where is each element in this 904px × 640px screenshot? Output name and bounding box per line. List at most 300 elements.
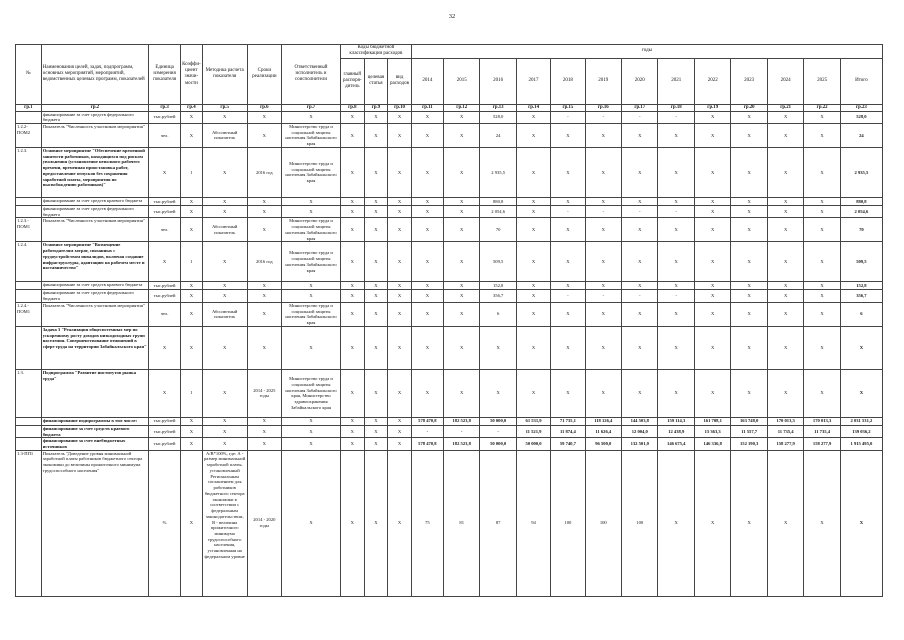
row-number-cell [16, 197, 42, 205]
table-cell: X [247, 111, 281, 123]
table-cell: X [551, 197, 585, 205]
table-cell: X [202, 242, 247, 282]
table-cell: X [804, 123, 840, 147]
table-cell: X [364, 425, 388, 437]
table-cell: X [411, 197, 443, 205]
table-cell: X [731, 147, 767, 197]
table-cell: X [658, 218, 694, 242]
table-cell: 70 [480, 218, 516, 242]
row-number-cell [16, 438, 42, 450]
table-cell: X [551, 218, 585, 242]
table-cell: тыс.рублей [149, 111, 181, 123]
table-cell: X [202, 147, 247, 197]
table-cell: X [341, 369, 365, 417]
table-cell: X [247, 326, 281, 369]
table-cell: тыс.рублей [149, 425, 181, 437]
table-row [16, 218, 883, 242]
table-cell: тыс.рублей [149, 197, 181, 205]
column-number-cell: гр.17 [622, 104, 658, 111]
table-cell: X [694, 123, 730, 147]
table-cell: X [341, 290, 365, 302]
table-cell: 578 470,8 [411, 438, 443, 450]
table-cell: 11 521,9 [516, 425, 550, 437]
table-cell: X [443, 302, 479, 326]
table-cell: % [149, 450, 181, 596]
table-cell: X [767, 111, 803, 123]
table-cell: X [411, 302, 443, 326]
table-cell: X [247, 282, 281, 290]
table-cell: X [341, 123, 365, 147]
row-number-cell: 1.3-ПП1 [16, 450, 42, 596]
table-cell: X [282, 205, 341, 217]
table-cell: тыс.рублей [149, 205, 181, 217]
table-cell: X [658, 326, 694, 369]
table-cell: X [480, 369, 516, 417]
table-cell: X [202, 417, 247, 425]
table-cell: X [443, 369, 479, 417]
table-cell: 100 [551, 450, 585, 596]
table-cell: X [364, 290, 388, 302]
table-cell: X [388, 147, 412, 197]
table-cell: 94 [516, 450, 550, 596]
row-label-cell: финансирование за счет средств федерального бюджета [41, 205, 148, 217]
col-num-header: № [16, 45, 42, 105]
table-cell: X [364, 282, 388, 290]
table-cell: X [247, 438, 281, 450]
table-cell: - [585, 290, 621, 302]
row-label-cell: финансирование за счет средств краевого бюджета [41, 197, 148, 205]
column-number-cell: гр.11 [411, 104, 443, 111]
table-cell: X [247, 302, 281, 326]
table-cell: X [411, 111, 443, 123]
table-cell: X [516, 147, 550, 197]
column-number-cell: гр.15 [551, 104, 585, 111]
table-cell: X [804, 282, 840, 290]
table-cell: X [767, 205, 803, 217]
table-cell: X [551, 326, 585, 369]
table-cell: X [411, 123, 443, 147]
table-cell: X [767, 290, 803, 302]
row-label-cell: Задача 3 "Реализация общесистемных мер по ускоренному росту доходов низкодоходных групп населения. Совершенствование отношений в сфере труда на территории Забайкальского края" [41, 326, 148, 369]
table-cell: 50 000,0 [480, 438, 516, 450]
table-cell: X [149, 147, 181, 197]
row-number-cell [16, 205, 42, 217]
row-number-cell: 1.2.3.-ПОМ1 [16, 218, 42, 242]
row-label-cell: Основное мероприятие "Обеспечение временной занятости работников, находящихся под риском увольнения (установление неполного рабочего времени, временная приостановка работ, предоставление отпусков без сохранения заработной платы, мероприятия по высвобождению работников)" [41, 147, 148, 197]
table-cell: X [341, 450, 365, 596]
row-label-cell: финансирование за счет средств краевого бюджета [41, 282, 148, 290]
table-cell: X [804, 218, 840, 242]
table-cell: X [840, 369, 882, 417]
table-cell: 96 500,0 [585, 438, 621, 450]
table-cell: X [443, 242, 479, 282]
table-row [16, 450, 883, 596]
table-row [16, 438, 883, 450]
table-cell: 11 626,4 [585, 425, 621, 437]
row-label-cell: Показатель "Доведение уровня минимальной заработной платы работников бюджетного сектора экономики до величины прожиточного минимума трудоспособного населения" [41, 450, 148, 596]
column-number-cell: гр.23 [840, 104, 882, 111]
table-cell: - [585, 111, 621, 123]
table-cell: X [551, 123, 585, 147]
table-cell: X [282, 425, 341, 437]
table-cell: X [181, 111, 202, 123]
table-cell: X [411, 326, 443, 369]
column-number-cell: гр.7 [282, 104, 341, 111]
table-cell: X [282, 111, 341, 123]
table-cell: Абсолютный показатель [202, 218, 247, 242]
table-row [16, 290, 883, 302]
table-cell: X [658, 197, 694, 205]
row-label-cell: финансирование за счет средств краевого бюджета [41, 425, 148, 437]
column-number-cell: гр.21 [767, 104, 803, 111]
table-cell: 2 054,6 [840, 205, 882, 217]
table-cell: X [341, 417, 365, 425]
table-cell: X [364, 450, 388, 596]
table-cell: 161 708,1 [694, 417, 730, 425]
table-cell: X [282, 282, 341, 290]
table-cell: 132 501,0 [622, 438, 658, 450]
table-cell: X [341, 218, 365, 242]
year-header: 2019 [585, 58, 621, 104]
col-name-header: Наименования целей, задач, подпрограмм, основных мероприятий, мероприятий, ведомственных целевых программ, показателей [41, 45, 148, 105]
table-cell: X [516, 218, 550, 242]
row-label-cell: финансирование за счет средств федерального бюджета [41, 290, 148, 302]
table-cell: X [388, 425, 412, 437]
table-cell: X [181, 290, 202, 302]
table-cell: X [282, 326, 341, 369]
table-cell: - [551, 205, 585, 217]
column-number-cell: гр.9 [364, 104, 388, 111]
table-cell: 12 438,9 [658, 425, 694, 437]
column-number-cell: гр.14 [516, 104, 550, 111]
table-cell: 70 [840, 218, 882, 242]
table-cell: 11 557,7 [731, 425, 767, 437]
table-cell: X [658, 450, 694, 596]
table-cell: X [585, 302, 621, 326]
column-number-cell: гр.1 [16, 104, 42, 111]
column-number-cell: гр.5 [202, 104, 247, 111]
table-cell: X [622, 242, 658, 282]
table-cell: X [181, 450, 202, 596]
table-cell: X [282, 417, 341, 425]
row-number-cell: 1.2.4. [16, 242, 42, 282]
table-cell: 880,8 [480, 197, 516, 205]
col-resp-header: Ответственный исполнитель и соисполнители [282, 45, 341, 105]
column-number-cell: гр.6 [247, 104, 281, 111]
table-cell: X [767, 123, 803, 147]
table-cell: - [622, 290, 658, 302]
table-cell: 356,7 [480, 290, 516, 302]
table-cell: X [181, 123, 202, 147]
table-cell: 12 004,0 [622, 425, 658, 437]
year-header: 2015 [443, 58, 479, 104]
table-cell: X [388, 242, 412, 282]
table-cell: X [694, 326, 730, 369]
table-cell: X [341, 147, 365, 197]
table-cell: X [585, 197, 621, 205]
table-cell: чел. [149, 123, 181, 147]
table-cell: X [411, 282, 443, 290]
table-cell: X [731, 450, 767, 596]
table-cell: 50 000,0 [480, 417, 516, 425]
year-header: 2020 [622, 58, 658, 104]
total-header: Итого [840, 58, 882, 104]
table-cell: 356,7 [840, 290, 882, 302]
table-cell: X [658, 282, 694, 290]
table-cell: X [731, 111, 767, 123]
table-cell: 159 114,3 [658, 417, 694, 425]
table-cell: 81 [443, 450, 479, 596]
table-cell: X [364, 302, 388, 326]
table-cell: X [585, 218, 621, 242]
table-cell: 170 013,3 [804, 417, 840, 425]
table-cell: X [364, 218, 388, 242]
table-cell: X [551, 147, 585, 197]
table-cell: X [516, 123, 550, 147]
table-cell: тыс.рублей [149, 438, 181, 450]
table-cell: X [767, 302, 803, 326]
row-label-cell: финансирование подпрограммы в том числе: [41, 417, 148, 425]
table-cell: 61 531,9 [516, 417, 550, 425]
table-cell: X [364, 205, 388, 217]
table-cell: X [731, 369, 767, 417]
column-number-cell: гр.3 [149, 104, 181, 111]
table-cell: 509,5 [840, 242, 882, 282]
table-cell: тыс.рублей [149, 282, 181, 290]
table-cell: 100 [622, 450, 658, 596]
table-cell: 146 336,8 [694, 438, 730, 450]
table-cell: X [341, 425, 365, 437]
table-cell: X [516, 242, 550, 282]
table-cell: 2016 год [247, 242, 281, 282]
table-cell: - [622, 205, 658, 217]
table-cell: X [181, 197, 202, 205]
table-cell: X [388, 197, 412, 205]
year-header: 2017 [516, 58, 550, 104]
table-cell: X [282, 197, 341, 205]
table-cell: 87 [480, 450, 516, 596]
table-cell: X [516, 326, 550, 369]
program-table [15, 44, 883, 597]
row-number-cell: 1.2.3. [16, 147, 42, 197]
table-cell: X [388, 218, 412, 242]
table-cell: 1 [181, 242, 202, 282]
row-number-cell [16, 417, 42, 425]
year-header: 2022 [694, 58, 730, 104]
table-cell: X [585, 147, 621, 197]
table-cell: X [840, 326, 882, 369]
table-cell: - [411, 425, 443, 437]
table-cell: X [585, 123, 621, 147]
table-cell: Министерство труда и социальной защиты населения Забайкальского края [282, 218, 341, 242]
table-cell: Абсолютный показатель [202, 302, 247, 326]
table-cell: - [585, 205, 621, 217]
table-cell: X [364, 197, 388, 205]
table-cell: 2016 год [247, 147, 281, 197]
row-number-cell: 1.2.4.-ПОМ1 [16, 302, 42, 326]
table-cell: X [731, 290, 767, 302]
col-term-header: Сроки реализации [247, 45, 281, 105]
table-cell: X [767, 450, 803, 596]
table-row [16, 147, 883, 197]
table-cell: X [658, 369, 694, 417]
header-row-1 [16, 45, 883, 59]
table-cell: X [202, 290, 247, 302]
table-cell: X [247, 425, 281, 437]
table-cell: X [658, 123, 694, 147]
table-cell: X [341, 438, 365, 450]
table-cell: чел. [149, 302, 181, 326]
table-cell: X [694, 369, 730, 417]
table-cell: - [480, 425, 516, 437]
table-cell: X [411, 242, 443, 282]
table-cell: 152 190,3 [731, 438, 767, 450]
table-cell: X [767, 242, 803, 282]
table-cell: 1 [181, 147, 202, 197]
table-cell: 6 [840, 302, 882, 326]
table-cell: X [341, 302, 365, 326]
table-cell: 2 054,6 [480, 205, 516, 217]
table-cell: 24 [480, 123, 516, 147]
table-cell: 59 740,7 [551, 438, 585, 450]
table-cell: 880,8 [840, 197, 882, 205]
column-number-cell: гр.18 [658, 104, 694, 111]
table-cell: 11 874,4 [551, 425, 585, 437]
table-cell: X [480, 326, 516, 369]
table-cell: 528,0 [840, 111, 882, 123]
row-label-cell: Показатель "Численность участников мероприятия" [41, 123, 148, 147]
year-header: 2021 [658, 58, 694, 104]
year-header: 2016 [480, 58, 516, 104]
table-cell: X [694, 302, 730, 326]
table-cell: X [181, 205, 202, 217]
table-cell: X [411, 218, 443, 242]
table-cell: X [282, 290, 341, 302]
table-cell: X [516, 369, 550, 417]
table-cell: X [388, 417, 412, 425]
table-cell: 2 935,5 [840, 147, 882, 197]
table-cell: X [731, 242, 767, 282]
table-cell: X [585, 282, 621, 290]
table-cell: X [622, 369, 658, 417]
table-cell: X [767, 147, 803, 197]
table-cell: X [804, 326, 840, 369]
table-row [16, 417, 883, 425]
table-cell: X [443, 205, 479, 217]
table-cell: X [731, 218, 767, 242]
table-cell: X [247, 417, 281, 425]
table-cell: X [181, 282, 202, 290]
table-cell: 163 748,0 [731, 417, 767, 425]
row-label-cell: Показатель "Численность участников мероприятия" [41, 218, 148, 242]
year-header: 2024 [767, 58, 803, 104]
table-cell: X [202, 326, 247, 369]
table-cell: X [149, 242, 181, 282]
table-cell: Министерство труда и социальной защиты населения Забайкальского края, Министерство здравоохранения Забайкальского края [282, 369, 341, 417]
column-number-row [16, 104, 883, 111]
table-cell: X [181, 326, 202, 369]
row-number-cell: 1.2.2-ПОМ2 [16, 123, 42, 147]
table-cell: X [388, 326, 412, 369]
table-cell: X [622, 147, 658, 197]
table-cell: X [694, 218, 730, 242]
table-cell: X [622, 282, 658, 290]
table-cell: X [694, 111, 730, 123]
table-cell: X [341, 282, 365, 290]
table-cell: X [767, 218, 803, 242]
table-cell: X [388, 290, 412, 302]
table-cell: X [202, 111, 247, 123]
table-body [16, 104, 883, 596]
table-cell: X [622, 326, 658, 369]
column-number-cell: гр.10 [388, 104, 412, 111]
table-cell: Министерство труда и социальной защиты населения Забайкальского края [282, 147, 341, 197]
table-row [16, 326, 883, 369]
table-cell: X [551, 242, 585, 282]
table-cell: X [840, 450, 882, 596]
table-cell: 152,8 [840, 282, 882, 290]
table-cell: 2014 - 2020 годы [247, 450, 281, 596]
row-number-cell [16, 282, 42, 290]
table-cell: - [658, 205, 694, 217]
table-cell: X [181, 438, 202, 450]
table-cell: - [658, 111, 694, 123]
table-cell: X [443, 290, 479, 302]
table-cell: - [551, 111, 585, 123]
table-cell: X [622, 123, 658, 147]
table-row [16, 242, 883, 282]
table-row [16, 425, 883, 437]
table-cell: X [694, 147, 730, 197]
table-row [16, 197, 883, 205]
column-number-cell: гр.16 [585, 104, 621, 111]
table-cell: X [443, 123, 479, 147]
table-cell: X [804, 197, 840, 205]
table-cell: X [694, 205, 730, 217]
table-cell: X [516, 111, 550, 123]
table-cell: X [202, 425, 247, 437]
table-cell: X [388, 369, 412, 417]
table-cell: X [181, 425, 202, 437]
row-number-cell [16, 425, 42, 437]
table-cell: X [247, 123, 281, 147]
table-cell: X [202, 205, 247, 217]
table-cell: X [247, 197, 281, 205]
table-cell: тыс.рублей [149, 290, 181, 302]
bcc-col-header: главный распоря-дитель [341, 58, 365, 104]
table-cell: X [694, 197, 730, 205]
table-cell: 71 735,1 [551, 417, 585, 425]
table-cell: X [585, 242, 621, 282]
table-cell: X [202, 438, 247, 450]
table-cell: X [731, 302, 767, 326]
table-row [16, 205, 883, 217]
table-cell: X [443, 111, 479, 123]
table-cell: X [282, 450, 341, 596]
table-cell: 75 [411, 450, 443, 596]
table-cell: X [341, 205, 365, 217]
table-cell: X [516, 282, 550, 290]
table-cell: X [364, 326, 388, 369]
table-cell: X [767, 369, 803, 417]
row-number-cell [16, 111, 42, 123]
table-cell: X [364, 369, 388, 417]
table-cell: X [411, 369, 443, 417]
table-cell: X [443, 147, 479, 197]
column-number-cell: гр.8 [341, 104, 365, 111]
table-cell: X [516, 205, 550, 217]
table-cell: - [622, 111, 658, 123]
